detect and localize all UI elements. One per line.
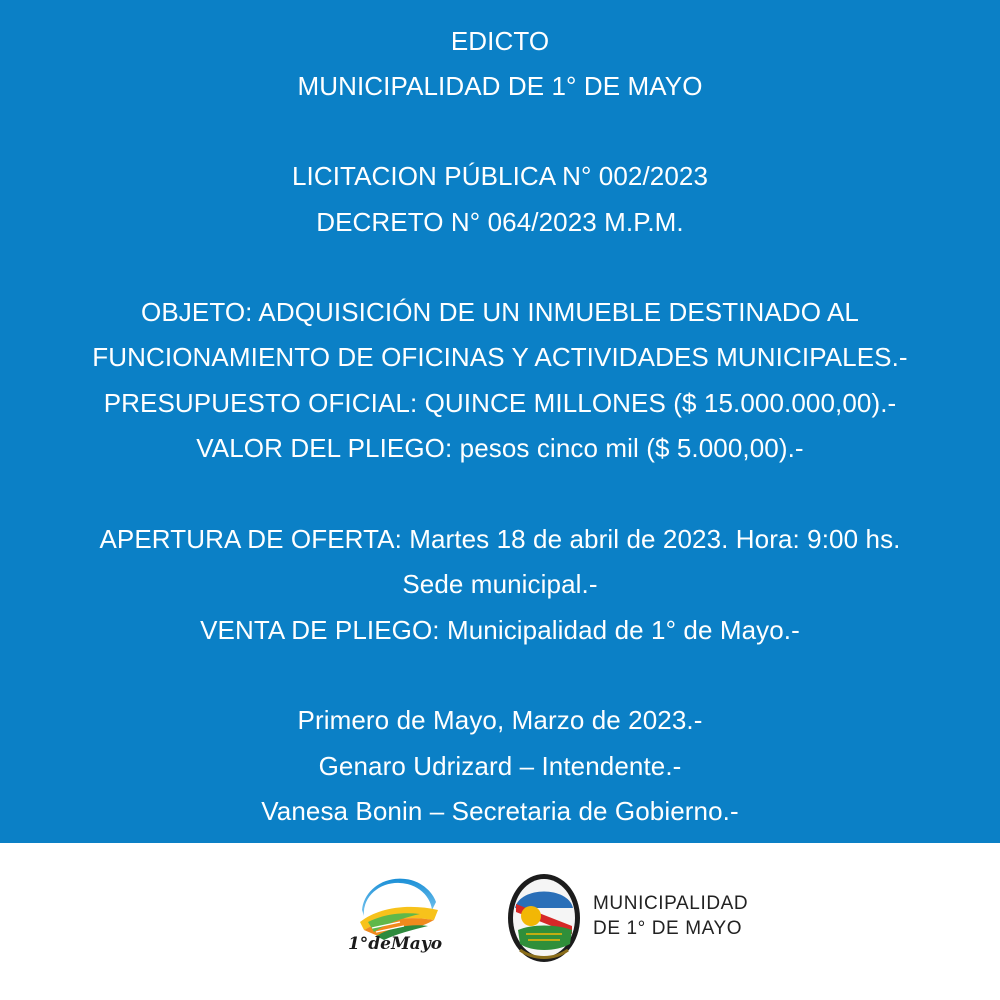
decreto-number: DECRETO N° 064/2023 M.P.M. <box>316 207 684 237</box>
municipality-name-line-1: MUNICIPALIDAD <box>593 893 749 914</box>
town-logo-text: 1°deMayo <box>347 934 443 954</box>
venta-pliego: VENTA DE PLIEGO: Municipalidad de 1° de Mayo.- <box>200 615 800 645</box>
footer-logos <box>0 843 1000 1000</box>
town-logo-icon <box>350 870 450 970</box>
edict-institution: MUNICIPALIDAD DE 1° DE MAYO <box>297 71 703 101</box>
apertura-line-2: Sede municipal.- <box>402 569 598 599</box>
objeto-line-2: FUNCIONAMIENTO DE OFICINAS Y ACTIVIDADES MUNICIPALES.- <box>92 342 908 372</box>
firma-secretaria: Vanesa Bonin – Secretaria de Gobierno.- <box>261 796 739 826</box>
municipal-crest-icon <box>506 872 582 964</box>
apertura-line-1: APERTURA DE OFERTA: Martes 18 de abril de 2023. Hora: 9:00 hs. <box>99 524 901 554</box>
firma-intendente: Genaro Udrizard – Intendente.- <box>318 751 682 781</box>
objeto-line-1: OBJETO: ADQUISICIÓN DE UN INMUEBLE DESTINADO AL <box>141 297 859 327</box>
valor-pliego: VALOR DEL PLIEGO: pesos cinco mil ($ 5.000,00).- <box>196 433 804 463</box>
municipality-name-line-2: DE 1° DE MAYO <box>593 918 743 939</box>
presupuesto-oficial: PRESUPUESTO OFICIAL: QUINCE MILLONES ($ 15.000.000,00).- <box>103 388 897 418</box>
lugar-fecha: Primero de Mayo, Marzo de 2023.- <box>297 705 703 735</box>
licitacion-number: LICITACION PÚBLICA N° 002/2023 <box>291 161 709 191</box>
edict-title: EDICTO <box>450 26 550 56</box>
